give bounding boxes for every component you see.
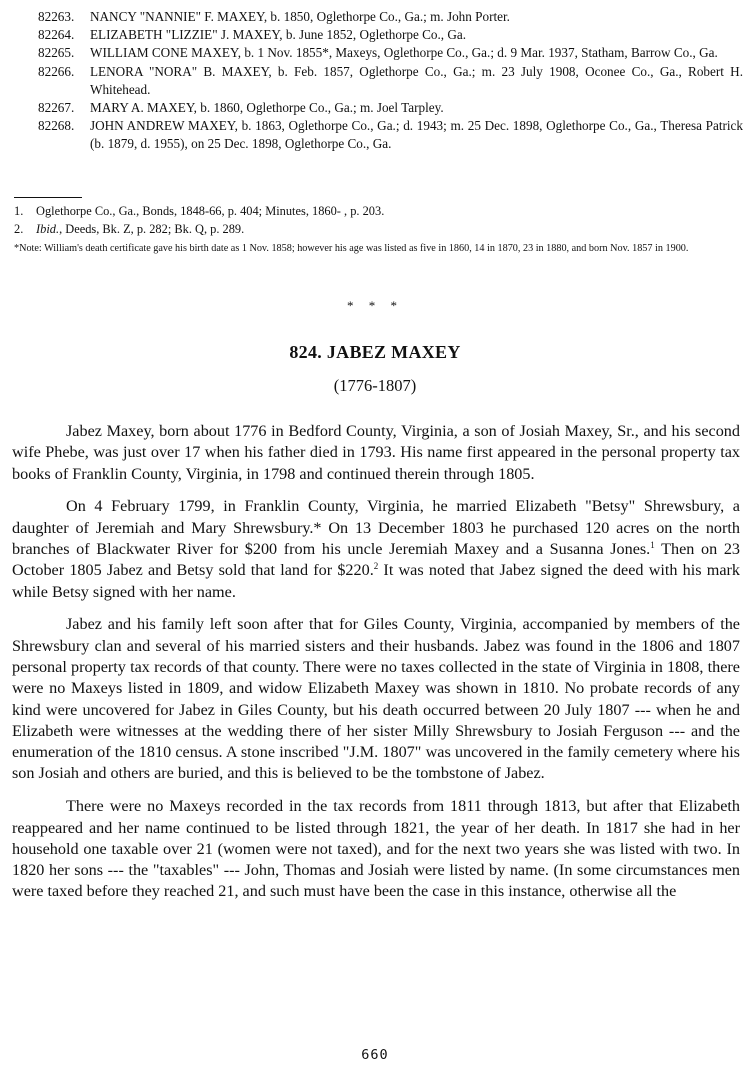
asterisk-note: *Note: William's death certificate gave his birth date as 1 Nov. 1858; however his age was listed as five in 1860, 14 in 1870, 23 in 1880, and born Nov. 1857 in 1900.	[14, 243, 689, 254]
paragraph-2-part-a: On 4 February 1799, in Franklin County, Virginia, he married Elizabeth "Betsy" Shrewsbury, a daughter of Jeremiah and Mary Shrewsbury.* On 13 December 1803 he purchased 120 acres on the north branches of Blackwater River for $200 from his uncle Jeremiah Maxey and a Susanna Jones.	[12, 497, 740, 558]
entry-number: 82264.	[38, 27, 75, 43]
paragraph-2-part-c: It was noted that Jabez signed the deed with his mark while Betsy signed with her name.	[12, 561, 740, 601]
entry-text: WILLIAM CONE MAXEY, b. 1 Nov. 1855*, Maxeys, Oglethorpe Co., Ga.; d. 9 Mar. 1937, Statham, Barrow Co., Ga.	[90, 45, 718, 61]
paragraph-3: Jabez and his family left soon after that for Giles County, Virginia, accompanied by members of the Shrewsbury clan and several of his married sisters and their husbands. Jabez was found in the 1806 and 1807 personal property tax records of that county. There were no taxes collected in the state of Virginia in 1808, there were no Maxeys listed in 1809, and widow Elizabeth Maxey was shown in 1810. No probate records of any kind were uncovered for Jabez in Giles County, but his death occurred between 20 July 1807 --- when he and Elizabeth were witnesses at the wedding there of her sister Milly Shrewsbury to Josiah Ferguson --- and the enumeration of the 1810 census. A stone inscribed "J.M. 1807" was uncovered in the family cemetery where his son Josiah and others are buried, and this is believed to be the tombstone of Jabez.	[12, 615, 740, 783]
genealogy-entries	[38, 8, 743, 154]
body-text	[12, 421, 740, 914]
section-separator: * * *	[347, 298, 403, 313]
paragraph-2-part-b: Then on 23 October 1805 Jabez and Betsy sold that land for $220.	[12, 539, 741, 580]
entry-82265	[38, 44, 743, 62]
footnote-1	[14, 203, 739, 221]
entry-text: LENORA "NORA" B. MAXEY, b. Feb. 1857, Oglethorpe Co., Ga.; m. 23 July 1908, Oconee Co., Ga., Robert H. Whitehead.	[90, 63, 743, 97]
entry-82264	[38, 26, 743, 44]
footnote-text	[36, 221, 739, 239]
section-dates: (1776-1807)	[333, 376, 417, 395]
paragraph-1: Jabez Maxey, born about 1776 in Bedford County, Virginia, a son of Josiah Maxey, Sr., and his second wife Phebe, was just over 17 when his father died in 1793. His name first appeared in the personal property tax books of Franklin County, Virginia, in 1798 and continued therein through 1805.	[12, 422, 740, 483]
entry-82263	[38, 8, 743, 26]
entry-82267	[38, 99, 743, 117]
footnote-number: 2.	[14, 221, 24, 236]
footnote-text-rest: , Deeds, Bk. Z, p. 282; Bk. Q, p. 289.	[59, 221, 245, 236]
entry-number: 82263.	[38, 9, 75, 24]
entry-number: 82266.	[38, 63, 75, 79]
entry-82266	[38, 63, 743, 99]
footnote-2	[14, 221, 739, 239]
footnote-ref-1: 1	[650, 539, 655, 550]
footnote-divider	[14, 197, 82, 198]
entry-text: NANCY "NANNIE" F. MAXEY, b. 1850, Oglethorpe Co., Ga.; m. John Porter.	[90, 9, 510, 24]
entry-82268	[38, 117, 743, 153]
ibid-abbrev: Ibid.	[36, 221, 60, 236]
entry-text: MARY A. MAXEY, b. 1860, Oglethorpe Co., Ga.; m. Joel Tarpley.	[90, 100, 444, 116]
entry-number: 82265.	[38, 45, 75, 61]
paragraph-4: There were no Maxeys recorded in the tax records from 1811 through 1813, but after that Elizabeth reappeared and her name continued to be listed through 1821, the year of her death. In 1817 she had in her household one taxable over 21 (women were not taxed), and for the next two years she was listed with two. In 1820 her sons --- the "taxables" --- John, Thomas and Josiah were listed by name. (In some circumstances men were taxed before they reached 21, and such must have been the case in this instance, otherwise all the	[12, 797, 740, 901]
page-number: 660	[361, 1047, 389, 1063]
section-title: 824. JABEZ MAXEY	[289, 342, 461, 362]
footnote-text: Oglethorpe Co., Ga., Bonds, 1848-66, p. 404; Minutes, 1860- , p. 203.	[36, 204, 385, 218]
footnotes	[14, 203, 739, 256]
entry-text: ELIZABETH "LIZZIE" J. MAXEY, b. June 1852, Oglethorpe Co., Ga.	[90, 27, 467, 43]
paragraph-2	[12, 496, 740, 602]
entry-number: 82268.	[38, 118, 75, 134]
footnote-ref-2: 2	[373, 561, 379, 572]
entry-text: JOHN ANDREW MAXEY, b. 1863, Oglethorpe Co., Ga.; d. 1943; m. 25 Dec. 1898, Oglethorpe Co., Ga., Theresa Patrick (b. 1879, d. 1955), on 25 Dec. 1898, Oglethorpe Co., Ga.	[90, 118, 743, 152]
entry-number: 82267.	[38, 100, 75, 116]
footnote-number: 1.	[14, 204, 24, 218]
